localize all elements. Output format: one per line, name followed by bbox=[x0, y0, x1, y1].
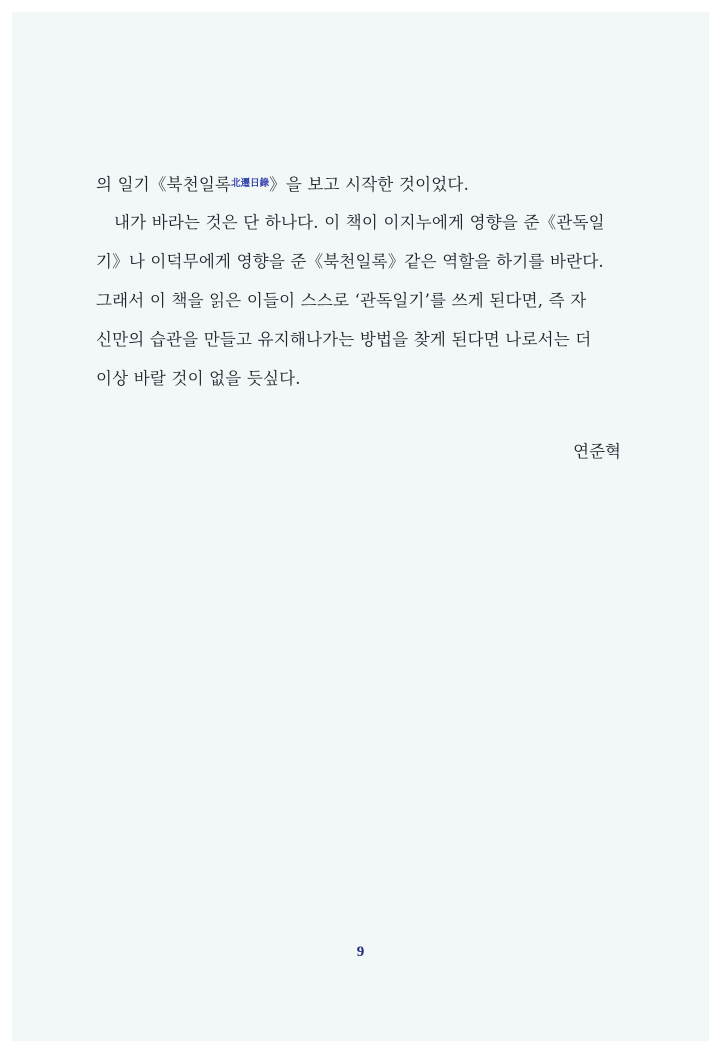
paragraph-2-line-3: 그래서 이 책을 읽은 이들이 스스로 ‘관독일기’를 쓰게 된다면, 즉 자 bbox=[96, 291, 587, 310]
text-run: 의 일기《북천일록 bbox=[96, 175, 232, 194]
paragraph-2-line-2: 기》나 이덕무에게 영향을 준《북천일록》같은 역할을 하기를 바란다. bbox=[96, 252, 604, 271]
paragraph-2-line-4: 신만의 습관을 만들고 유지해나가는 방법을 찾게 된다면 나로서는 더 bbox=[96, 330, 592, 349]
book-page bbox=[12, 12, 709, 1041]
text-run: 》을 보고 시작한 것이었다. bbox=[269, 175, 470, 194]
body-text bbox=[96, 164, 632, 398]
paragraph-2-line-1: 내가 바라는 것은 단 하나다. 이 책이 이지누에게 영향을 준《관독일 bbox=[114, 213, 605, 232]
hanja-annotation: 北遷日錄 bbox=[231, 178, 270, 189]
page-number: 9 bbox=[356, 944, 365, 960]
paragraph-1-line-1 bbox=[96, 164, 632, 203]
author-signature: 연준혁 bbox=[573, 442, 621, 461]
paragraph-2-line-5: 이상 바랄 것이 없을 듯싶다. bbox=[96, 369, 301, 388]
